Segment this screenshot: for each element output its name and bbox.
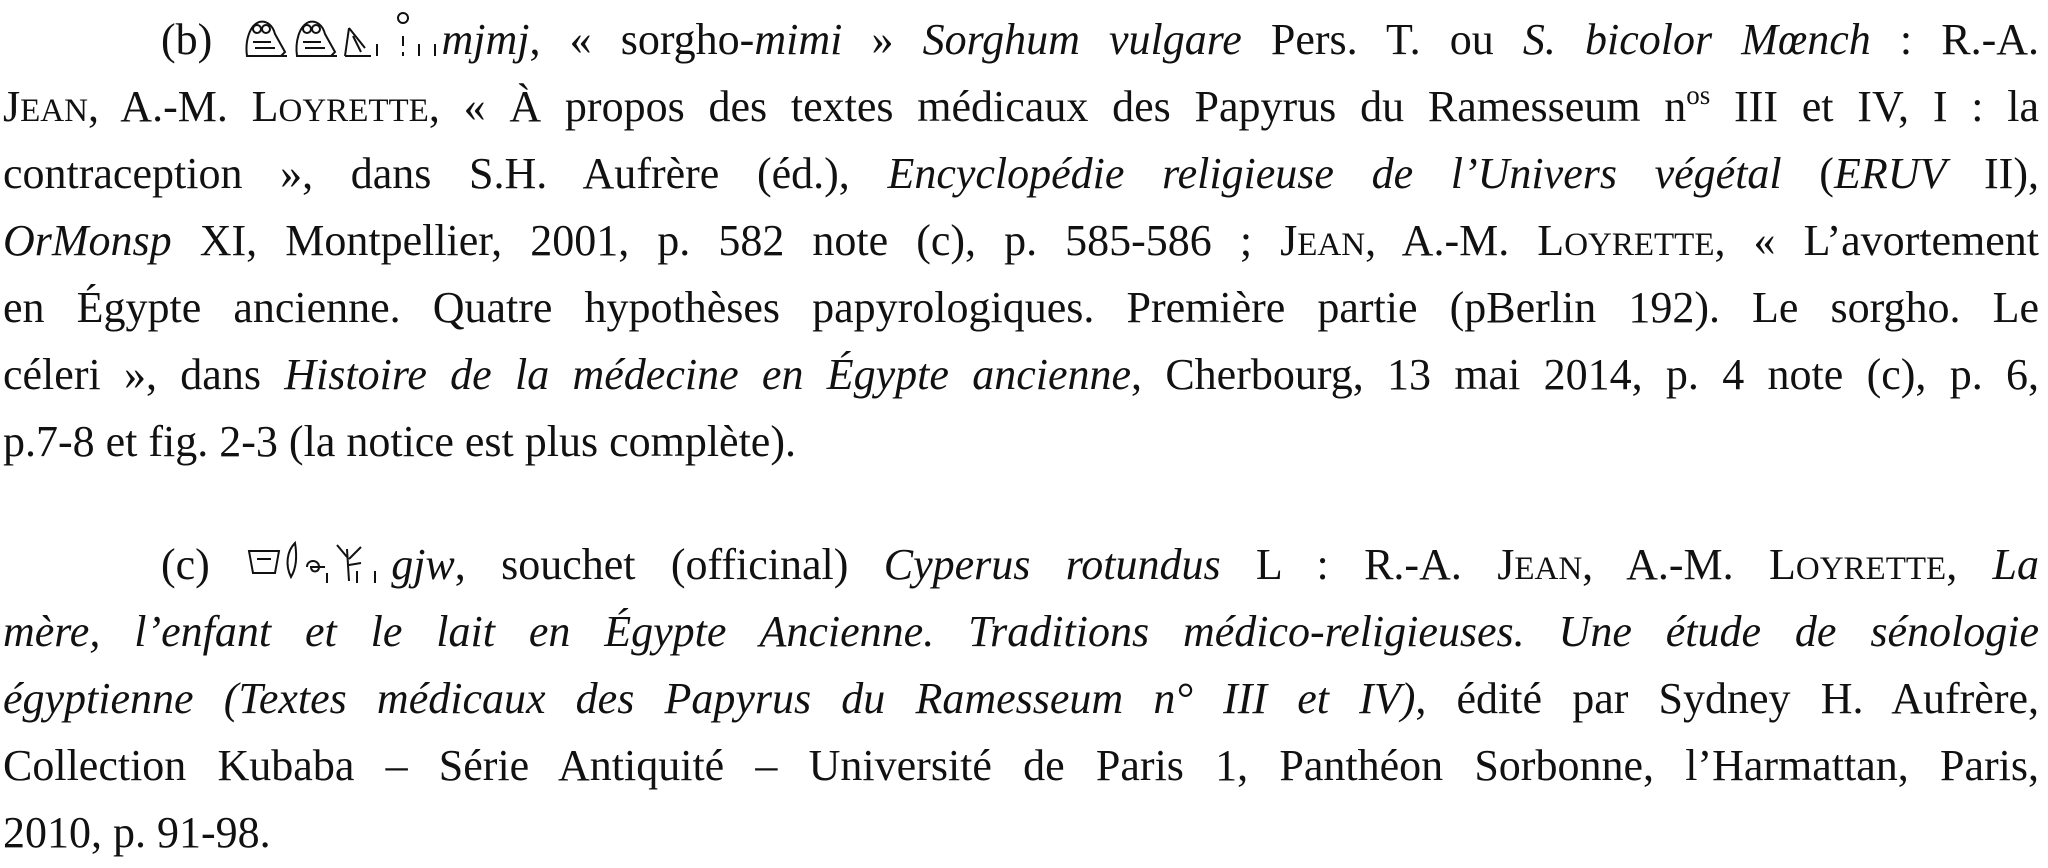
author-loyrette-rest: OYRETTE (1564, 227, 1715, 263)
entry-b-text: , « L’avortement (1714, 216, 2040, 265)
entry-b-text: contraception », dans S.H. Aufrère (éd.), (3, 149, 888, 198)
species-name: Cyperus rotundus (883, 540, 1221, 589)
entry-c-translit: gjw (391, 540, 455, 589)
entry-c-text: , A.-M. (1582, 540, 1769, 589)
entry-b-line-4 (3, 209, 2039, 273)
entry-b-text: III et IV, I : la (1710, 82, 2039, 131)
author-jean-initial: J (1280, 216, 1298, 265)
entry-b-translit: mjmj (441, 15, 530, 64)
entry-c-line-1 (3, 533, 2039, 597)
author-loyrette-rest: OYRETTE (1795, 551, 1947, 587)
entry-c-text: , édité par Sydney H. Aufrère, (1415, 674, 2040, 723)
entry-c-marker: (c) (161, 540, 210, 589)
entry-b-marker: (b) (161, 15, 213, 64)
hieroglyph-owl-icon (241, 12, 441, 60)
series-abbrev: ERUV (1833, 149, 1947, 198)
author-loyrette-initial: L (251, 82, 279, 131)
entry-c-text: , (1946, 540, 1993, 589)
series-abbrev: OrMonsp (3, 216, 172, 265)
species-name: Sorghum vulgare (922, 15, 1242, 64)
entry-b-text: , « À propos des textes médicaux des Papyrus du Ramesseum n (428, 82, 1687, 131)
author-jean-rest: EAN (1297, 227, 1366, 263)
entry-c-text: , souchet (officinal) (454, 540, 884, 589)
entry-b-text: : R.-A. (1870, 15, 2040, 64)
entry-b-text: Pers. T. ou (1241, 15, 1523, 64)
entry-b-line-6 (3, 343, 2039, 407)
entry-b-text: , « sorgho- (529, 15, 755, 64)
entry-b-text: , A.-M. (87, 82, 252, 131)
entry-b-line-5: en Égypte ancienne. Quatre hypothèses papyrologiques. Première partie (pBerlin 192). Le sorgho. Le (3, 283, 2039, 332)
book-title: Encyclopédie religieuse de l’Univers végétal (887, 149, 1782, 198)
author-jean-rest: EAN (1514, 551, 1583, 587)
author-loyrette-initial: L (1768, 540, 1796, 589)
entry-b-mimi: mimi (754, 15, 843, 64)
entry-b-text: , A.-M. (1365, 216, 1538, 265)
entry-b-text: ( (1781, 149, 1834, 198)
entry-b-text: , Cherbourg, 13 mai 2014, p. 4 note (c), p. 6, (1131, 350, 2040, 399)
author-jean-initial: J (1497, 540, 1515, 589)
entry-c-line-3 (3, 667, 2039, 731)
author-loyrette-initial: L (1537, 216, 1565, 265)
superscript-os: os (1686, 80, 1711, 110)
author-jean-rest: EAN (20, 93, 88, 129)
entry-b-text: II), (1946, 149, 2039, 198)
entry-b-line-2 (3, 75, 2039, 139)
entry-c-line-2: mère, l’enfant et le lait en Égypte Ancienne. Traditions médico-religieuses. Une étude de sénologie (3, 607, 2039, 656)
entry-c-line-5: 2010, p. 91-98. (3, 808, 271, 857)
entry-c-line-4: Collection Kubaba – Série Antiquité – Université de Paris 1, Panthéon Sorbonne, l’Harmattan, Paris, (3, 741, 2039, 790)
entry-b-line-1 (3, 8, 2039, 72)
book-title: Histoire de la médecine en Égypte ancienne (284, 350, 1132, 399)
entry-b-text: XI, Montpellier, 2001, p. 582 note (c), p. 585-586 ; (171, 216, 1281, 265)
entry-b-text: céleri », dans (3, 350, 285, 399)
book-title: égyptienne (Textes médicaux des Papyrus du Ramesseum n° III et IV) (3, 674, 1416, 723)
entry-b-line-7: p.7-8 et fig. 2-3 (la notice est plus complète). (3, 417, 796, 466)
entry-b-line-3 (3, 142, 2039, 206)
entry-c-text: L : R.-A. (1220, 540, 1498, 589)
entry-b-text: » (842, 15, 923, 64)
book-title: La (1992, 540, 2040, 589)
species-name: S. bicolor Mœnch (1522, 15, 1871, 64)
author-loyrette-rest: OYRETTE (278, 93, 429, 129)
author-jean-initial: J (3, 82, 21, 131)
hieroglyph-reed-icon (245, 537, 391, 585)
